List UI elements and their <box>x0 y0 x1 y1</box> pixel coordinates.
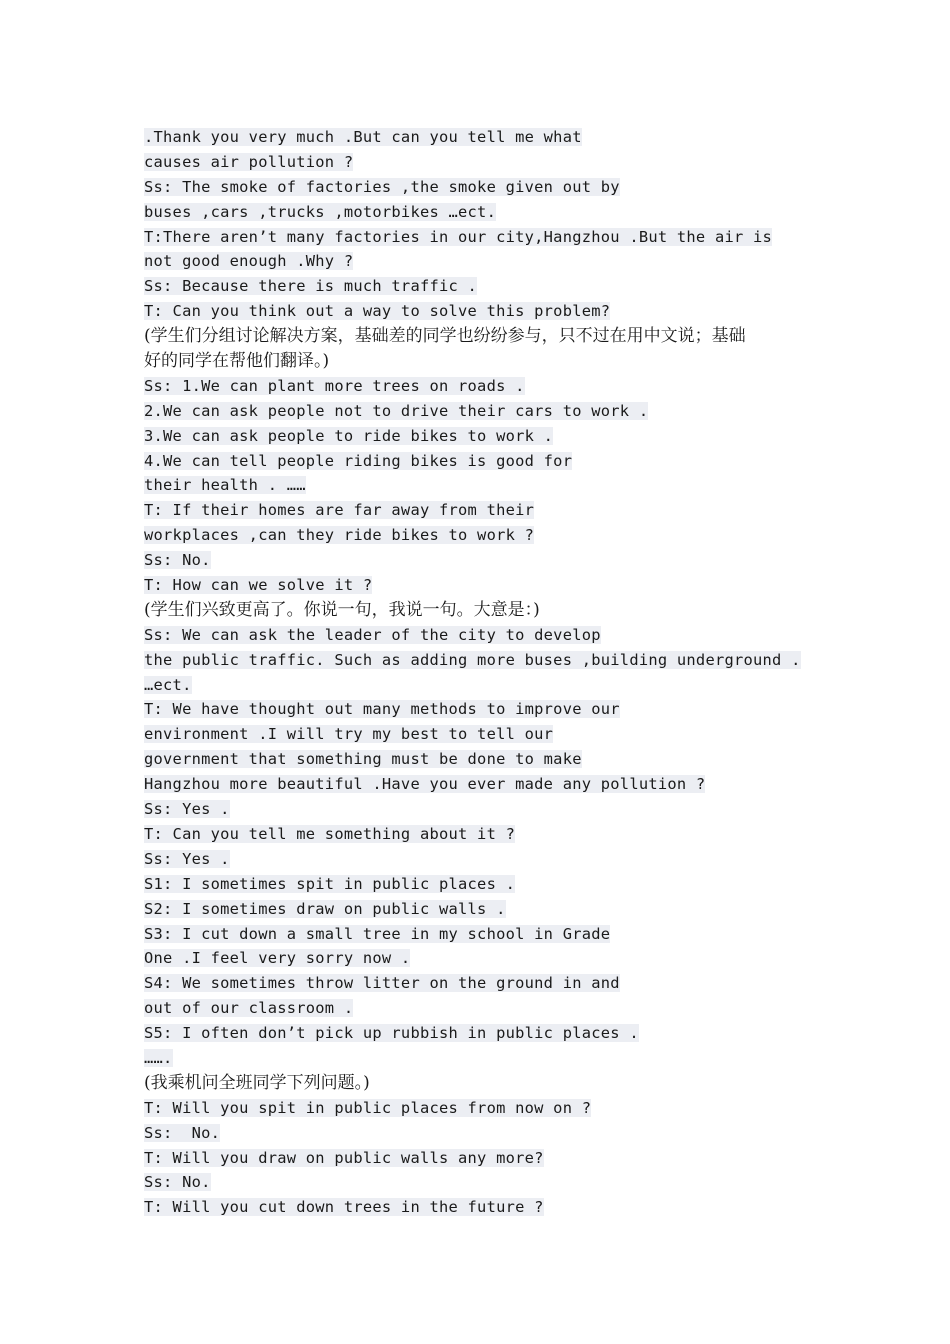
line-text: Ss: Because there is much traffic . <box>144 277 478 296</box>
line-text: One .I feel very sorry now . <box>144 949 411 968</box>
line-text: the public traffic. Such as adding more buses ,building underground . <box>144 650 801 669</box>
dialogue-line <box>144 225 824 250</box>
line-text: T:There aren’t many factories in our city,Hangzhou .But the air is <box>144 227 773 246</box>
line-text: Ss: The smoke of factories ,the smoke given out by <box>144 177 620 196</box>
line-text: T: How can we solve it ? <box>144 576 373 595</box>
line-text: ……. <box>144 1048 173 1067</box>
line-text: S4: We sometimes throw litter on the ground in and <box>144 974 620 993</box>
dialogue-line <box>144 274 824 299</box>
dialogue-line <box>144 299 824 324</box>
line-text: buses ,cars ,trucks ,motorbikes …ect. <box>144 202 497 221</box>
line-text: .Thank you very much .But can you tell me what <box>144 128 582 146</box>
dialogue-line <box>144 1170 824 1195</box>
line-text: 2.We can ask people not to drive their cars to work . <box>144 401 649 420</box>
dialogue-line <box>144 249 824 274</box>
line-text: not good enough .Why ? <box>144 252 354 271</box>
dialogue-line <box>144 523 824 548</box>
line-text: 4.We can tell people riding bikes is good for <box>144 451 573 470</box>
dialogue-line <box>144 971 824 996</box>
dialogue-line <box>144 697 824 722</box>
dialogue-line <box>144 1121 824 1146</box>
dialogue-line <box>144 424 824 449</box>
line-text: Ss: We can ask the leader of the city to develop <box>144 625 601 644</box>
line-text: T: Will you spit in public places from now on ? <box>144 1098 592 1117</box>
line-text: their health . …… <box>144 476 306 495</box>
dialogue-line <box>144 822 824 847</box>
line-text: out of our classroom . <box>144 999 354 1018</box>
dialogue-line <box>144 1021 824 1046</box>
line-text: S3: I cut down a small tree in my school in Grade <box>144 924 611 943</box>
dialogue-line <box>144 449 824 474</box>
dialogue-line <box>144 797 824 822</box>
dialogue-line <box>144 996 824 1021</box>
dialogue-line <box>144 1146 824 1171</box>
line-text: 3.We can ask people to ride bikes to work . <box>144 426 554 445</box>
dialogue-line <box>144 747 824 772</box>
line-text: Ss: Yes . <box>144 849 230 868</box>
line-text: Ss: No. <box>144 551 211 570</box>
line-text: Ss: Yes . <box>144 800 230 819</box>
line-text: T: If their homes are far away from their <box>144 501 535 520</box>
line-text: (学生们分组讨论解决方案，基础差的同学也纷纷参与，只不过在用中文说；基础 <box>144 326 746 347</box>
line-text: T: Can you tell me something about it ? <box>144 824 516 843</box>
dialogue-line <box>144 1195 824 1220</box>
chinese-note-line <box>144 1071 824 1096</box>
dialogue-line <box>144 847 824 872</box>
dialogue-line <box>144 648 824 673</box>
dialogue-line <box>144 374 824 399</box>
line-text: 好的同学在帮他们翻译。) <box>144 351 330 372</box>
dialogue-line <box>144 673 824 698</box>
line-text: workplaces ,can they ride bikes to work ? <box>144 526 535 545</box>
line-text: S2: I sometimes draw on public walls . <box>144 899 506 918</box>
line-text: Ss: No. <box>144 1123 221 1142</box>
line-text: T: Will you cut down trees in the future ? <box>144 1198 544 1217</box>
dialogue-line <box>144 150 824 175</box>
dialogue-line <box>144 722 824 747</box>
dialogue-line <box>144 498 824 523</box>
dialogue-line <box>144 922 824 947</box>
dialogue-line <box>144 897 824 922</box>
dialogue-line <box>144 548 824 573</box>
chinese-note-line <box>144 349 824 374</box>
line-text: (学生们兴致更高了。你说一句，我说一句。大意是：) <box>144 599 540 620</box>
dialogue-line <box>144 125 824 150</box>
line-text: Ss: 1.We can plant more trees on roads . <box>144 376 525 395</box>
dialogue-line <box>144 1096 824 1121</box>
document-body <box>144 125 824 1220</box>
dialogue-line <box>144 573 824 598</box>
line-text: T: Will you draw on public walls any more? <box>144 1148 544 1167</box>
dialogue-line <box>144 1046 824 1071</box>
line-text: Hangzhou more beautiful .Have you ever made any pollution ? <box>144 775 706 794</box>
line-text: S1: I sometimes spit in public places . <box>144 874 516 893</box>
dialogue-line <box>144 473 824 498</box>
dialogue-line <box>144 872 824 897</box>
line-text: Ss: No. <box>144 1173 211 1192</box>
line-text: environment .I will try my best to tell our <box>144 725 554 744</box>
line-text: government that something must be done to make <box>144 750 582 769</box>
dialogue-line <box>144 399 824 424</box>
line-text: causes air pollution ? <box>144 152 354 171</box>
dialogue-line <box>144 200 824 225</box>
chinese-note-line <box>144 598 824 623</box>
line-text: …ect. <box>144 675 192 694</box>
chinese-note-line <box>144 324 824 349</box>
dialogue-line <box>144 946 824 971</box>
line-text: (我乘机问全班同学下列问题。) <box>144 1072 370 1093</box>
dialogue-line <box>144 623 824 648</box>
dialogue-line <box>144 175 824 200</box>
line-text: S5: I often don’t pick up rubbish in public places . <box>144 1024 639 1043</box>
line-text: T: Can you think out a way to solve this problem? <box>144 302 611 321</box>
line-text: T: We have thought out many methods to improve our <box>144 700 620 719</box>
dialogue-line <box>144 772 824 797</box>
